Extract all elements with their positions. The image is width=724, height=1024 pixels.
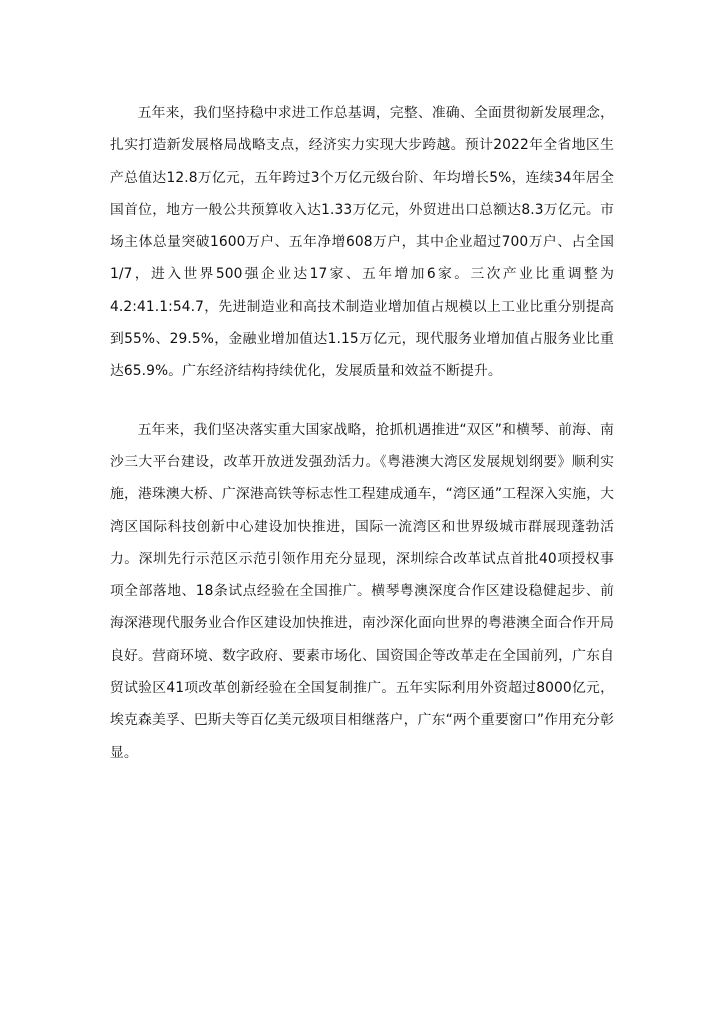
document-page bbox=[110, 97, 614, 769]
paragraph-reform: 五年来，我们坚决落实重大国家战略，抢抓机遇推进“双区”和横琴、前海、南沙三大平台建设，改革开放迸发强劲活力。《粤港澳大湾区发展规划纲要》顺利实施，港珠澳大桥、广深港高铁等标志性工程建成通车，“湾区通”工程深入实施，大湾区国际科技创新中心建设加快推进，国际一流湾区和世界级城市群展现蓬勃活力。深圳先行示范区示范引领作用充分显现，深圳综合改革试点首批40项授权事项全部落地、18条试点经验在全国推广。横琴粤澳深度合作区建设稳健起步、前海深港现代服务业合作区建设加快推进，南沙深化面向世界的粤港澳全面合作开局良好。营商环境、数字政府、要素市场化、国资国企等改革走在全国前列，广东自贸试验区41项改革创新经验在全国复制推广。五年实际利用外资超过8000亿元，埃克森美孚、巴斯夫等百亿美元级项目相继落户，广东“两个重要窗口”作用充分彰显。 bbox=[110, 421, 614, 761]
paragraph-economy: 五年来，我们坚持稳中求进工作总基调，完整、准确、全面贯彻新发展理念，扎实打造新发展格局战略支点，经济实力实现大步跨越。预计2022年全省地区生产总值达12.8万亿元，五年跨过3个万亿元级台阶、年均增长5%，连续34年居全国首位，地方一般公共预算收入达1.33万亿元，外贸进出口总额达8.3万亿元。市场主体总量突破1600万户、五年净增608万户，其中企业超过700万户、占全国1/7，进入世界500强企业达17家、五年增加6家。三次产业比重调整为4.2:41.1:54.7，先进制造业和高技术制造业增加值占规模以上工业比重分别提高到55%、29.5%，金融业增加值达1.15万亿元，现代服务业增加值占服务业比重达65.9%。广东经济结构持续优化，发展质量和效益不断提升。 bbox=[110, 105, 614, 380]
